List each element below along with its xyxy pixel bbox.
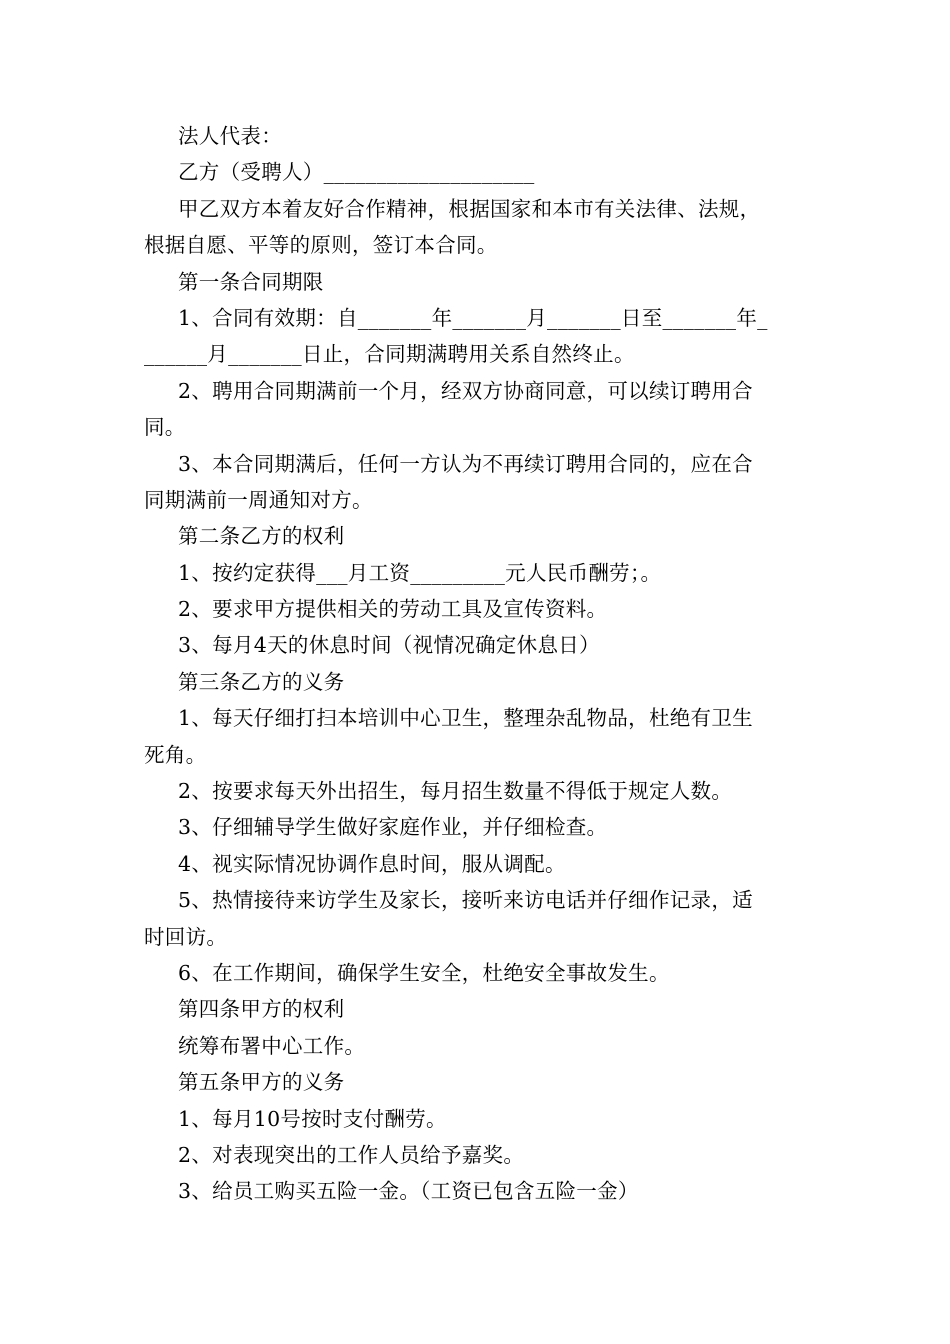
document-line: ______月_______日止，合同期满聘用关系自然终止。 xyxy=(144,342,635,367)
document-line: 2、按要求每天外出招生，每月招生数量不得低于规定人数。 xyxy=(178,779,733,804)
document-line: 3、每月4天的休息时间（视情况确定休息日） xyxy=(178,633,600,658)
document-line: 2、要求甲方提供相关的劳动工具及宣传资料。 xyxy=(178,597,608,622)
document-line: 根据自愿、平等的原则，签订本合同。 xyxy=(144,233,498,258)
document-line: 同。 xyxy=(144,415,186,440)
document-body xyxy=(144,118,804,1210)
document-line: 1、每月10号按时支付酬劳。 xyxy=(178,1106,447,1131)
document-line: 4、视实际情况协调作息时间，服从调配。 xyxy=(178,851,566,876)
document-line: 统筹布署中心工作。 xyxy=(178,1033,366,1058)
document-line: 第一条合同期限 xyxy=(178,269,324,294)
document-line: 3、仔细辅导学生做好家庭作业，并仔细检查。 xyxy=(178,815,608,840)
document-line: 第三条乙方的义务 xyxy=(178,669,345,694)
document-line: 1、按约定获得___月工资_________元人民币酬劳；。 xyxy=(178,560,662,585)
document-line: 2、聘用合同期满前一个月，经双方协商同意，可以续订聘用合 xyxy=(178,378,753,403)
document-line: 法人代表： xyxy=(178,124,282,148)
document-line: 同期满前一周通知对方。 xyxy=(144,487,373,512)
document-line: 第四条甲方的权利 xyxy=(178,997,345,1022)
document-line: 1、合同有效期：自_______年_______月_______日至_______年_ xyxy=(178,305,768,330)
document-line: 甲乙双方本着友好合作精神，根据国家和本市有关法律、法规， xyxy=(178,196,761,221)
document-line: 6、在工作期间，确保学生安全，杜绝安全事故发生。 xyxy=(178,960,670,985)
document-line: 第五条甲方的义务 xyxy=(178,1070,345,1095)
document-line: 死角。 xyxy=(144,742,207,767)
document-line: 2、对表现突出的工作人员给予嘉奖。 xyxy=(178,1142,525,1167)
document-line: 5、热情接待来访学生及家长，接听来访电话并仔细作记录，适 xyxy=(178,888,753,913)
document-line: 乙方（受聘人）____________________ xyxy=(178,160,535,185)
document-line: 3、给员工购买五险一金。（工资已包含五险一金） xyxy=(178,1179,639,1204)
document-line: 第二条乙方的权利 xyxy=(178,524,345,549)
document-line: 1、每天仔细打扫本培训中心卫生，整理杂乱物品，杜绝有卫生 xyxy=(178,706,753,731)
document-line: 3、本合同期满后，任何一方认为不再续订聘用合同的，应在合 xyxy=(178,451,753,476)
document-line: 时回访。 xyxy=(144,924,228,949)
